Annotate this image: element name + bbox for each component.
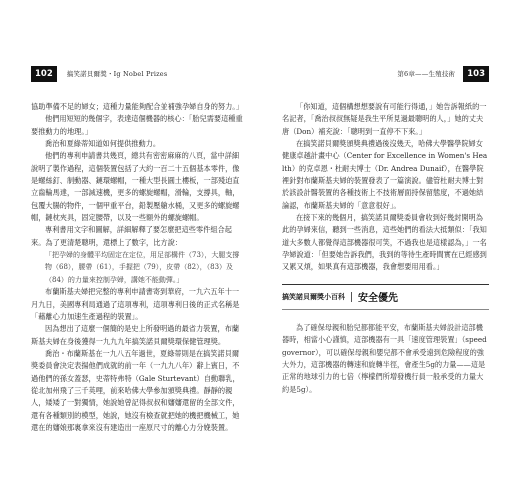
paragraph: 在接下來的幾個月，搞笑諾貝爾獎委員會收到好幾封開明為此的孕婦來信，聽到一些消息，這些她們的看法大抵類似：「我知道大多數人都覺得這部機器很可笑，不過我也是這樣認為，」一名孕婦說道：「但要她告訴我們，我到的等待生產時間實在已經感到又累又煩，如果真有這部機器，我會想要用用看。」 bbox=[282, 213, 487, 272]
sidebar-label: 搞笑諾貝爾獎小百科 bbox=[282, 292, 352, 302]
paragraph: 「你知道，這個構想想要說有可能行得通，」她告訴報紙的一名記者，「喬治叔叔無疑是我生平所見過最聰明的人，」她的丈夫唐（Don）補充說：「聰明到一直停不下來。」 bbox=[282, 102, 487, 136]
paragraph: 因為想出了這麼一個簡的是史上所發明過的最省力裝置，布蘭斯基夫婦在身後獲得一九九九年搞笑諾貝爾獎環保健管理獎。 bbox=[31, 324, 240, 346]
sidebar-title: 安全優先 bbox=[358, 293, 398, 305]
sidebar-paragraph: 為了確保母親和胎兒都都能平安，布蘭斯基夫婦設計這部機器時，相當小心謹慎，這部機器有一具「速度管理裝置」（speed governor），可以確保母親和嬰兒都不會承受遠到危險程度的強大外力，這部機器的轉速和旋轉半徑，會產生5g的力量——這是正常的地球引力的七倍（檸檬們所增發機行員一般承受的力量大約是5g）。 bbox=[282, 322, 487, 394]
paragraph: 他們的專利申請書共幾頁，總共有密密麻麻的八頁，當中詳細說明了製作過程，這個裝置包括了大約一百二十五個基本零件，像是螺絲釘、制動器、鏈環螺帽，一種大型長圓土樓板，一部殘迫直立齒輪馬達，一部減速機，更多的螺旋螺帽，滑輪，支撐具，軸，包覆大腸的物件，一個甲重平台，鉛製壓艙水桶，又更多的螺旋螺帽，鏈枕夾具，固定腰帶，以及一些額外的螺旋螺帽。 bbox=[31, 151, 240, 223]
paragraph: 協助準備不足的婦女；這種力量能夠配合並補強孕婦自身的努力。」 bbox=[31, 102, 244, 111]
sidebar-body bbox=[282, 322, 489, 396]
right-page bbox=[260, 0, 520, 500]
paragraph: 喬治和夏綠蒂知道如何提供推動力。 bbox=[45, 139, 161, 149]
paragraph: 喬治・布蘭斯基在一九八五年過世，夏綠蒂則是在搞笑諾貝爾獎委員會決定表揚他們成就的前一年（一九九八年）辭上賓日，不過他們的孫女蓋瑟，史蒂特弗特（Gale Sturtevant）自動聯乳，從北加州飛了三千英哩，前來哈佛大學參加頒獎典禮。靜靜的親人，矮矮了一對獨情，她說她曾記得叔叔和嬸嬸還留的全部文件，還有各種類別的模型，她說，她沒有檢查就把她的機把機械工，她還在的嬸娘那裏拿來沒有建造出一座原尺寸的離心力分娩裝置。 bbox=[31, 348, 240, 432]
paragraph: 專利書用文字和圖解，詳細解釋了要怎麼把這些零件組合起來。為了更清楚聰明，還標上了數字，比方說： bbox=[31, 225, 232, 247]
right-page-number: 103 bbox=[463, 66, 489, 82]
right-body bbox=[282, 101, 489, 396]
left-header bbox=[31, 66, 167, 82]
paragraph: 布蘭斯基夫婦把完整的專利申請書寄到華府，一九六五年十一月九日，美國專利局通過了這項專利，這項專利日後的正式名稱是「藉離心力加速生產過程的裝置」。 bbox=[31, 287, 240, 321]
left-page-number: 102 bbox=[31, 66, 57, 82]
left-body bbox=[31, 101, 246, 434]
block-quote: 「把孕婦的身體平均固定在定位，用足部構件（73），大腿支撐物（68），腰帶（61），手握把（79），皮帶（82），（83）及（84）的力量來控制孕婦，講她不能動彈。」 bbox=[45, 251, 240, 284]
right-running-head: 第6章——生殖技術 bbox=[397, 70, 456, 78]
paragraph: 他們用短短的幾個字，表達這個機器的核心：「胎兒需要這種重要推動力的地理。」 bbox=[31, 114, 243, 136]
paragraph: 在搞笑諾貝爾獎頒獎典禮過後沒幾天，哈佛大學醫學院婦女健康卓越計畫中心（Center for Excellence in Women's Health）的克卓恩・杜耐夫博士（Dr. Andrea Dunaif），在醫學院裡針對布蘭斯基夫婦的裝置發表了一篇演說。儘管杜耐夫博士對於該設計醫裝置的各種技術上不技術層面持保留態度，不過她結論認，布蘭斯基夫婦的「意意很好」。 bbox=[282, 139, 488, 210]
right-header bbox=[397, 66, 489, 82]
sidebar-header bbox=[282, 284, 489, 310]
left-running-head: 搞笑諾貝爾獎・Ig Nobel Prizes bbox=[66, 70, 168, 78]
